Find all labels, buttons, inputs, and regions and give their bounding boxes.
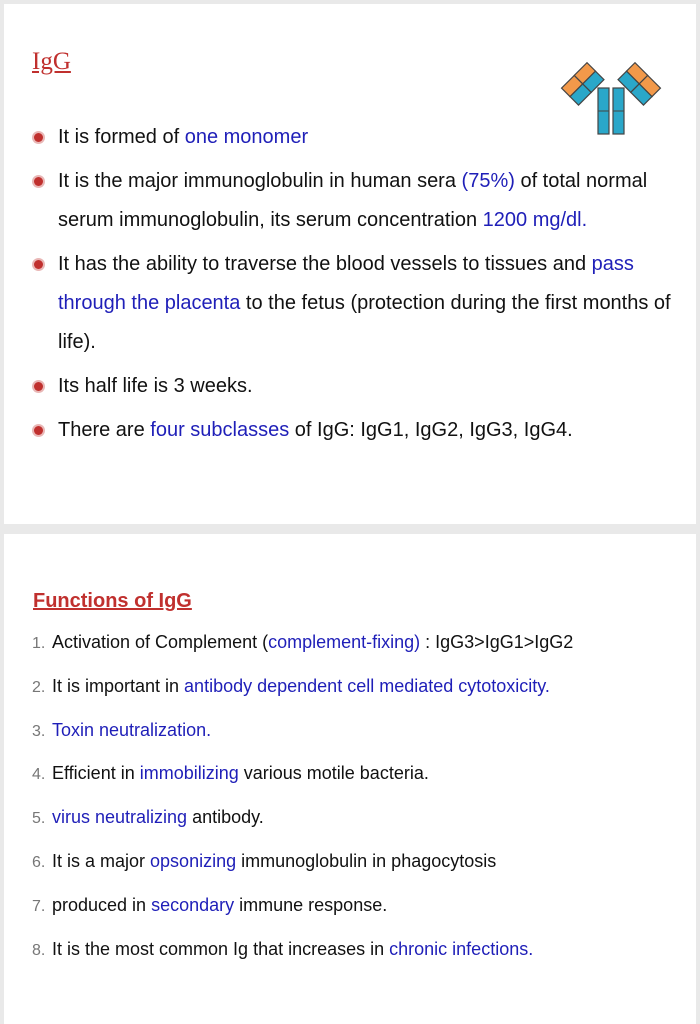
text-segment: Efficient in xyxy=(52,763,140,784)
text-segment: It is a major xyxy=(52,850,151,871)
item-number: 2. xyxy=(32,678,46,696)
text-segment: It is the major immunoglobulin in human sera xyxy=(58,170,462,192)
red-bullet-icon xyxy=(34,426,43,435)
highlighted-text: (75%) xyxy=(461,170,515,192)
highlighted-text: pass through the placenta xyxy=(58,253,634,314)
highlighted-text: antibody dependent cell mediated cytotoxicity. xyxy=(184,675,550,696)
bullet-item xyxy=(30,118,680,157)
highlighted-text: immobilizing xyxy=(139,763,239,784)
bullet-item xyxy=(30,245,680,362)
text-segment: various motile bacteria. xyxy=(238,763,429,784)
text-segment: : IgG3>IgG1>IgG2 xyxy=(420,632,574,652)
text-segment: It has the ability to traverse the blood vessels to tissues and xyxy=(58,253,592,275)
text-segment: antibody. xyxy=(187,807,264,828)
text-segment: of IgG: IgG1, IgG2, IgG3, IgG4. xyxy=(289,419,573,441)
igg-overview-card xyxy=(4,4,696,524)
function-item xyxy=(32,849,692,893)
text-segment: There are xyxy=(58,419,151,441)
highlighted-text: complement-fixing) xyxy=(268,632,421,652)
functions-list xyxy=(32,630,692,980)
bullet-item xyxy=(30,162,680,240)
text-segment: immunoglobulin in phagocytosis xyxy=(236,850,497,871)
highlighted-text: Toxin neutralization. xyxy=(52,719,212,740)
text-segment: It is the most common Ig that increases in xyxy=(52,938,390,959)
item-number: 5. xyxy=(32,810,46,828)
item-number: 4. xyxy=(32,766,46,784)
function-item xyxy=(32,937,692,981)
red-bullet-icon xyxy=(34,133,43,142)
functions-title: Functions of IgG xyxy=(33,590,192,612)
igg-bullet-list xyxy=(30,118,680,455)
text-segment: to the fetus (protection during the first months of life). xyxy=(58,292,671,353)
highlighted-text: 1200 mg/dl. xyxy=(482,209,588,231)
function-item xyxy=(32,630,692,674)
item-number: 7. xyxy=(32,897,46,915)
function-item xyxy=(32,805,692,849)
highlighted-text: chronic infections. xyxy=(389,938,534,959)
item-number: 1. xyxy=(32,635,46,652)
text-segment: of total normal serum immunoglobulin, its serum concentration xyxy=(58,170,648,231)
item-number: 3. xyxy=(32,722,46,740)
item-number: 8. xyxy=(32,941,46,959)
function-item xyxy=(32,893,692,937)
highlighted-text: virus neutralizing xyxy=(52,807,188,828)
highlighted-text: opsonizing xyxy=(150,850,237,871)
text-segment: produced in xyxy=(52,894,152,915)
igg-functions-card xyxy=(4,534,696,1024)
text-segment: immune response. xyxy=(234,894,388,915)
text-segment: It is important in xyxy=(52,675,185,696)
text-segment: Activation of Complement ( xyxy=(52,632,269,652)
highlighted-text: one monomer xyxy=(184,126,309,148)
function-item xyxy=(32,761,692,805)
function-item xyxy=(32,674,692,718)
highlighted-text: four subclasses xyxy=(150,419,290,441)
item-number: 6. xyxy=(32,853,46,871)
highlighted-text: secondary xyxy=(151,894,235,915)
text-segment: Its half life is 3 weeks. xyxy=(58,375,253,397)
red-bullet-icon xyxy=(34,177,43,186)
function-item xyxy=(32,718,692,762)
red-bullet-icon xyxy=(34,260,43,269)
bullet-item xyxy=(30,411,680,450)
text-segment: It is formed of xyxy=(58,126,185,148)
red-bullet-icon xyxy=(34,382,43,391)
igg-title: IgG xyxy=(32,48,71,75)
bullet-item xyxy=(30,367,680,406)
